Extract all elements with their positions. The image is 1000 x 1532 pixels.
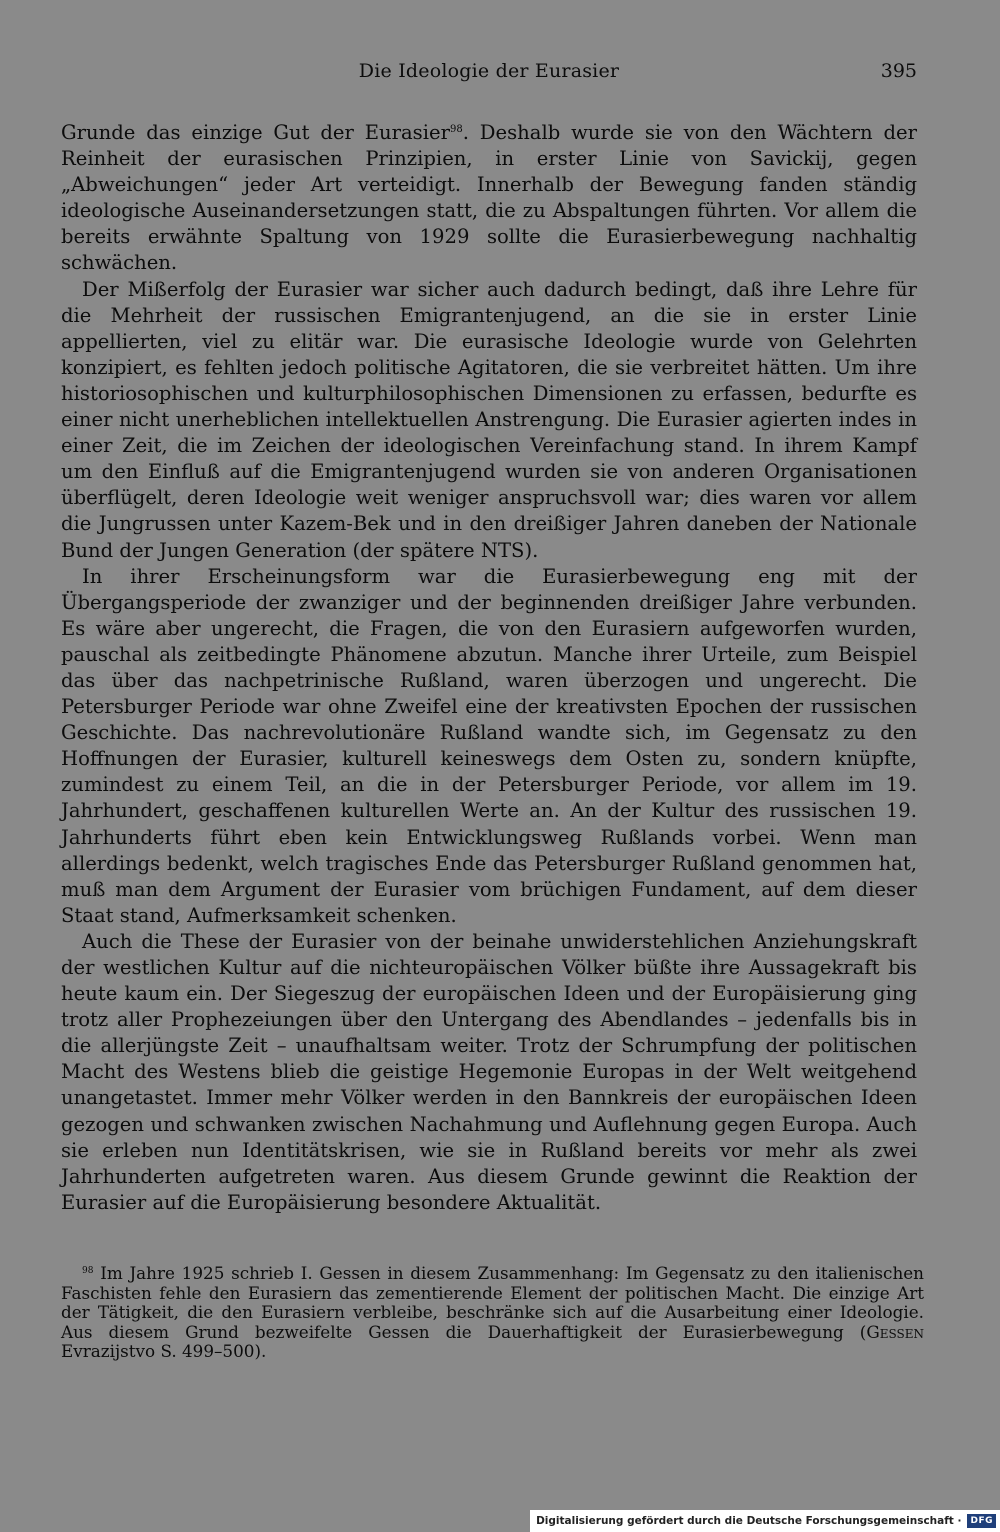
paragraph-3: In ihrer Erscheinungsform war die Eurasierbewegung eng mit der Übergangsperiode der zwanziger und der beginnenden dreißiger Jahre verbunden. Es wäre aber ungerecht, die Fragen, die von den Eurasiern aufgeworfen wurden, pauschal als zeitbedingte Phänomene abzutun. Manche ihrer Urteile, zum Beispiel das über das nachpetrinische Rußland, waren überzogen und ungerecht. Die Petersburger Periode war ohne Zweifel eine der kreativsten Epochen der russischen Geschichte. Das nachrevolutionäre Rußland wandte sich, im Gegensatz zu den Hoffnungen der Eurasier, kulturell keineswegs dem Osten zu, sondern knüpfte, zumindest zu einem Teil, an die in der Petersburger Periode, vor allem im 19. Jahrhundert, geschaffenen kulturellen Werte an. An der Kultur des russischen 19. Jahrhunderts führt eben kein Entwicklungsweg Rußlands vorbei. Wenn man allerdings bedenkt, welch tragisches Ende das Petersburger Rußland genommen hat, muß man dem Argument der Eurasier vom brüchigen Fundament, auf dem dieser Staat stand, Aufmerksamkeit schenken. — [61, 564, 917, 927]
footnote-number: 98 — [82, 1266, 94, 1276]
dfg-logo-icon: DFG — [967, 1514, 996, 1528]
footnote-reference: 98 — [449, 124, 463, 135]
paragraph-1-text-b: . Deshalb wurde sie von den Wächtern der Reinheit der eurasischen Prinzipien, in erster Linie von Savickij, gegen „Abweichungen“ jeder Art verteidigt. Innerhalb der Bewegung fanden ständig ideologische Auseinandersetzungen statt, die zu Abspaltungen führten. Vor allem die bereits erwähnte Spaltung von 1929 sollte die Eurasierbewegung nachhaltig schwächen. — [61, 121, 917, 275]
digitization-note: Digitalisierung gefördert durch die Deutsche Forschungsgemeinschaft · — [536, 1515, 962, 1527]
footnote-text-a: Im Jahre 1925 schrieb I. Gessen in diesem Zusammenhang: Im Gegensatz zu den italienischen Faschisten fehle den Eurasiern das zementierende Element der politischen Macht. Die einzige Art der Tätigkeit, die den Eurasiern verbleibe, beschränke sich auf die Ausarbeitung einer Ideologie. Aus diesem Grund bezweifelte Gessen die Dauerhaftigkeit der Eurasierbewegung ( — [61, 1263, 924, 1342]
footnote-98 — [61, 1264, 924, 1362]
running-title: Die Ideologie der Eurasier — [358, 60, 620, 82]
digitization-bar — [530, 1510, 1000, 1532]
paragraph-2: Der Mißerfolg der Eurasier war sicher auch dadurch bedingt, daß ihre Lehre für die Mehrheit der russischen Emigrantenjugend, an die sie in erster Linie appellierten, viel zu elitär war. Die eurasische Ideologie wurde von Gelehrten konzipiert, es fehlten jedoch politische Agitatoren, die sie verbreitet hätten. Um ihre historiosophischen und kulturphilosophischen Dimensionen zu erfassen, bedurfte es einer nicht unerheblichen intellektuellen Anstrengung. Die Eurasier agierten indes in einer Zeit, die im Zeichen der ideologischen Vereinfachung stand. In ihrem Kampf um den Einfluß auf die Emigrantenjugend wurden sie von anderen Organisationen überflügelt, deren Ideologie weit weniger anspruchsvoll war; dies waren vor allem die Jungrussen unter Kazem-Bek und in den dreißiger Jahren daneben der Nationale Bund der Jungen Generation (der spätere NTS). — [61, 277, 917, 562]
page-header — [61, 60, 917, 88]
paragraph-4: Auch die These der Eurasier von der beinahe unwiderstehlichen Anziehungskraft der westlichen Kultur auf die nichteuropäischen Völker büßte ihre Aussagekraft bis heute kaum ein. Der Siegeszug der europäischen Ideen und der Europäisierung ging trotz aller Prophezeiungen über den Untergang des Abendlandes – jedenfalls bis in die allerjüngste Zeit – unaufhaltsam weiter. Trotz der Schrumpfung der politischen Macht des Westens blieb die geistige Hegemonie Europas in der Welt weitgehend unangetastet. Immer mehr Völker werden in den Bannkreis der europäischen Ideen gezogen und schwanken zwischen Nachahmung und Auflehnung gegen Europa. Auch sie erleben nun Identitätskrisen, wie sie in Rußland bereits vor mehr als zwei Jahrhunderten aufgetreten waren. Aus diesem Grunde gewinnt die Reaktion der Eurasier auf die Europäisierung besondere Aktualität. — [61, 929, 917, 1214]
paragraph-1 — [61, 120, 917, 277]
page-number: 395 — [880, 60, 917, 82]
footnotes — [61, 1264, 924, 1362]
footnote-author: Gessen — [866, 1321, 924, 1342]
body-text — [61, 120, 917, 1216]
footnote-text-b: Evrazijstvo S. 499–500). — [61, 1341, 267, 1362]
paragraph-1-text-a: Grunde das einzige Gut der Eurasier — [61, 121, 450, 144]
